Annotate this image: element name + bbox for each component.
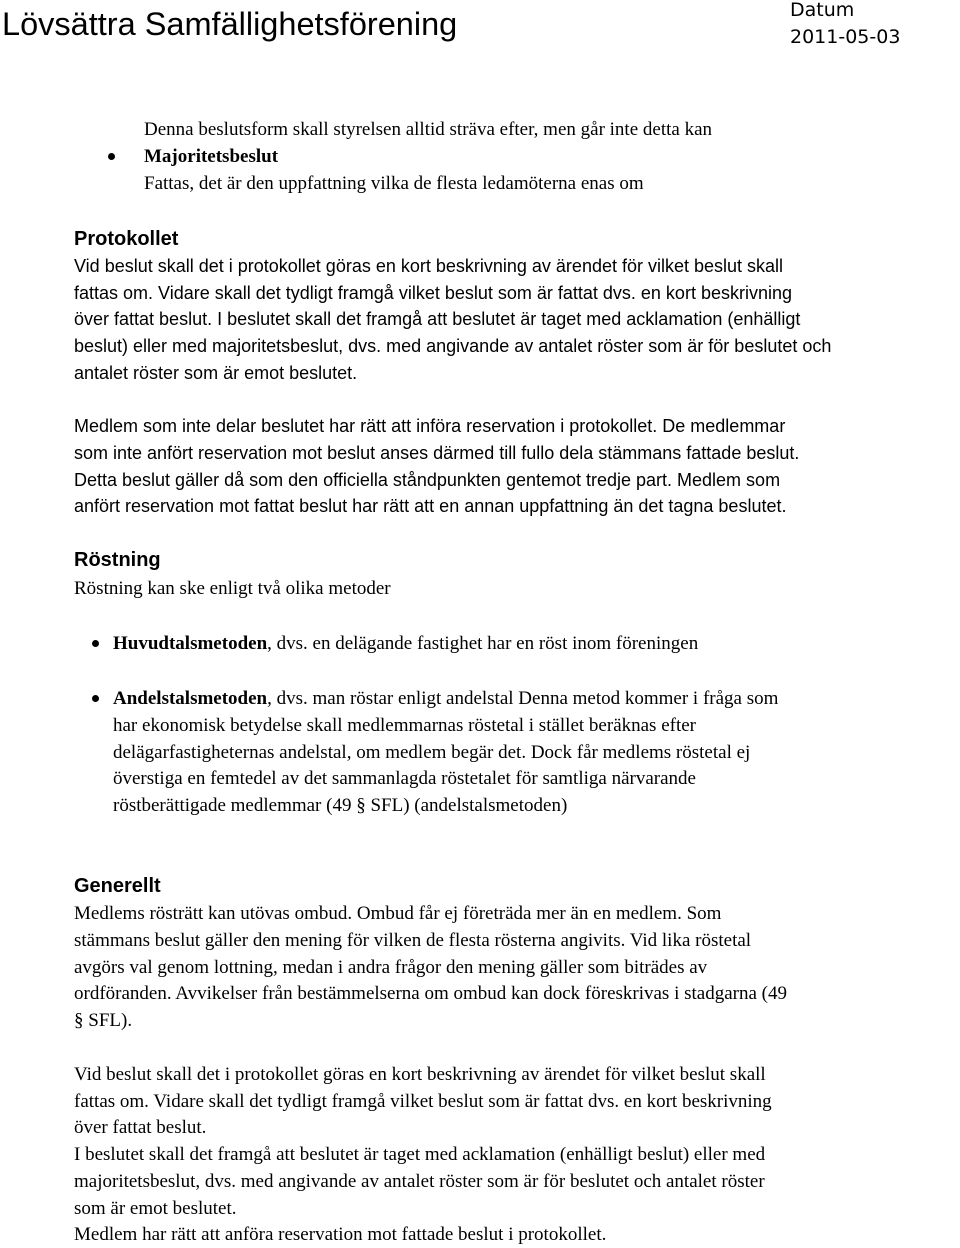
paragraph-line: Vid beslut skall det i protokollet göras en kort beskrivning av ärendet för vilket beslut skall: [74, 1064, 766, 1085]
method-title: Huvudtalsmetoden: [113, 633, 268, 654]
paragraph-line: Medlems rösträtt kan utövas ombud. Ombud får ej företräda mer än en medlem. Som: [74, 903, 722, 924]
paragraph-line: fattas om. Vidare skall det tydligt framgå vilket beslut som är fattat dvs. en kort beskrivning: [74, 283, 792, 303]
paragraph-line: majoritetsbeslut, dvs. med angivande av antalet röster som är för beslutet och antalet röster: [74, 1171, 765, 1192]
bullet-icon: [92, 695, 99, 702]
method-andelstal: [113, 685, 778, 712]
section-heading-generellt: Generellt: [74, 875, 161, 897]
intro-line: Denna beslutsform skall styrelsen alltid sträva efter, men går inte detta kan: [144, 119, 712, 140]
paragraph-line: överstiga en femtedel av det sammanlagda röstetalet för samtliga närvarande: [113, 768, 696, 789]
organization-title: Lövsättra Samfällighetsförening: [2, 6, 458, 42]
bullet-icon: [92, 640, 99, 647]
paragraph-line: anfört reservation mot fattat beslut har rätt att en annan uppfattning än det tagna beslutet.: [74, 496, 787, 516]
paragraph-line: röstberättigade medlemmar (49 § SFL) (andelstalsmetoden): [113, 795, 568, 816]
date-block: [790, 0, 900, 51]
paragraph-line: § SFL).: [74, 1010, 133, 1031]
paragraph-line: I beslutet skall det framgå att beslutet är taget med acklamation (enhälligt beslut) eller med: [74, 1144, 766, 1165]
method-text: , dvs. en delägande fastighet har en röst inom föreningen: [267, 633, 699, 654]
method-text: , dvs. man röstar enligt andelstal Denna metod kommer i fråga som: [267, 688, 779, 709]
paragraph-line: som inte anfört reservation mot beslut anses därmed till fullo dela stämmans fattade beslut.: [74, 443, 800, 463]
paragraph-line: beslut) eller med majoritetsbeslut, dvs. med angivande av antalet röster som är för beslutet och: [74, 336, 832, 356]
document-header: [0, 0, 960, 60]
paragraph-line: Vid beslut skall det i protokollet göras en kort beskrivning av ärendet för vilket beslut skall: [74, 256, 784, 276]
date-label: Datum: [790, 0, 855, 21]
paragraph-line: över fattat beslut. I beslutet skall det framgå att beslutet är taget med acklamation (enhälligt: [74, 309, 801, 329]
intro-line: Fattas, det är den uppfattning vilka de flesta ledamöterna enas om: [144, 173, 644, 194]
paragraph-line: Medlem som inte delar beslutet har rätt att införa reservation i protokollet. De medlemmar: [74, 416, 786, 436]
paragraph-line: avgörs val genom lottning, medan i andra frågor den mening gäller som biträdes av: [74, 957, 708, 978]
paragraph-line: fattas om. Vidare skall det tydligt framgå vilket beslut som är fattat dvs. en kort beskrivning: [74, 1091, 772, 1112]
paragraph-line: delägarfastigheternas andelstal, om medlem begär det. Dock får medlems röstetal ej: [113, 742, 751, 763]
paragraph-line: stämmans beslut gäller den mening för vilken de flesta rösterna angivits. Vid lika röstetal: [74, 930, 752, 951]
paragraph-line: som är emot beslutet.: [74, 1198, 237, 1219]
section-heading-protokollet: Protokollet: [74, 228, 179, 250]
paragraph-line: Medlem har rätt att anföra reservation mot fattade beslut i protokollet.: [74, 1224, 607, 1245]
paragraph-line: över fattat beslut.: [74, 1117, 207, 1138]
date-value: 2011-05-03: [790, 26, 901, 48]
paragraph-line: ordföranden. Avvikelser från bestämmelserna om ombud kan dock föreskrivas i stadgarna (49: [74, 983, 787, 1004]
paragraph-line: antalet röster som är emot beslutet.: [74, 363, 358, 383]
bullet-icon: [108, 153, 115, 160]
method-huvudtal: [113, 630, 698, 657]
intro-bullet-title: Majoritetsbeslut: [144, 146, 279, 167]
section-heading-rostning: Röstning: [74, 549, 161, 571]
method-title: Andelstalsmetoden: [113, 688, 268, 709]
paragraph-line: har ekonomisk betydelse skall medlemmarnas röstetal i stället beräknas efter: [113, 715, 696, 736]
paragraph-line: Detta beslut gäller då som den officiella ståndpunkten gentemot tredje part. Medlem som: [74, 470, 781, 490]
paragraph-line: Röstning kan ske enligt två olika metoder: [74, 578, 391, 599]
